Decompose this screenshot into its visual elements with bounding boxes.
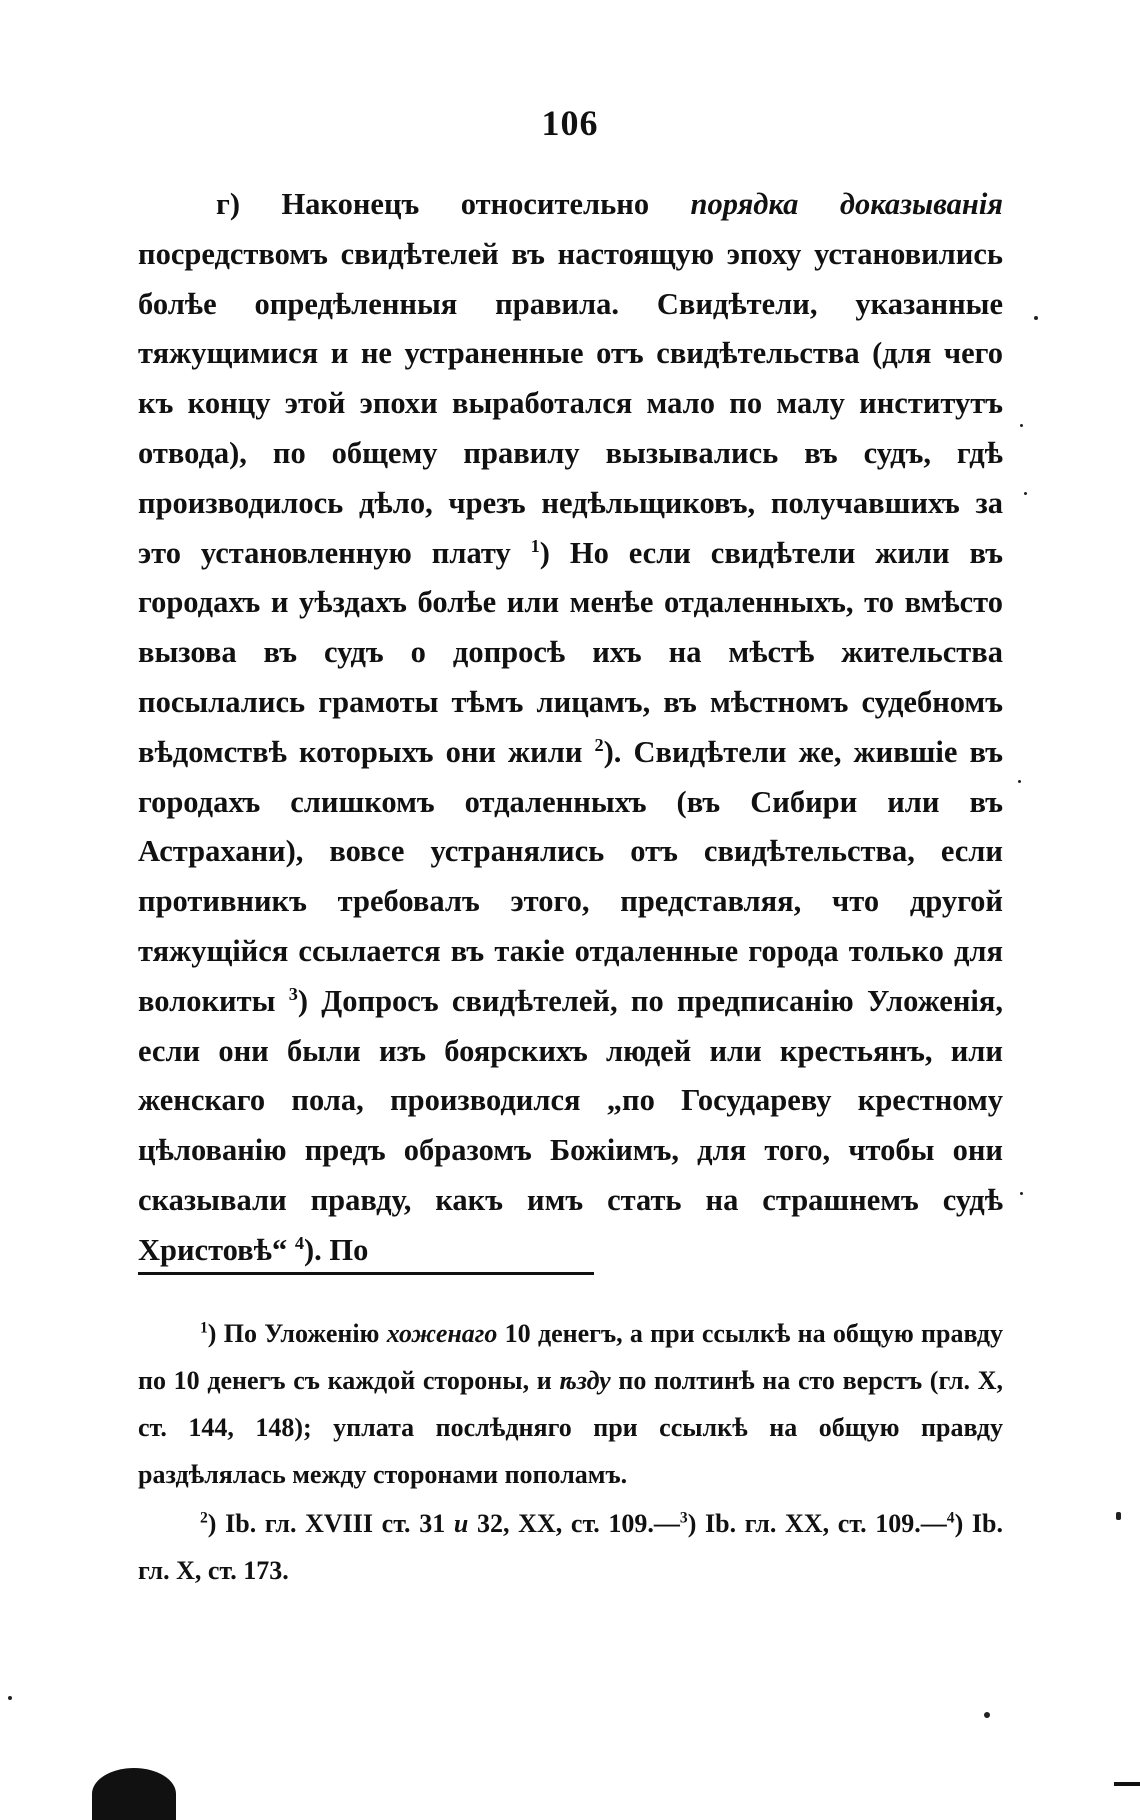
footnote-text: 10 денегъ, а при ссылкѣ на общую правду по 10 денегъ съ каждой стороны, и [138,1319,1003,1395]
footnote-text: ) Ib. гл. XVIII ст. 31 [207,1509,454,1538]
scan-mark [1114,1782,1140,1786]
footnote-divider [138,1272,594,1275]
scan-speck [1020,1192,1023,1195]
footnote-ref-2: 2 [594,734,604,755]
text-segment: ). По [303,1232,369,1267]
footnote-text: 32, XX, ст. 109.— [468,1509,680,1538]
scan-speck [1020,424,1023,427]
footnote-text: ) Ib. гл. X, ст. 173. [138,1509,1003,1585]
footnote-mark-3: 3 [679,1509,688,1527]
text-segment: г) Наконецъ относительно [216,187,691,221]
scan-speck [984,1712,990,1718]
footnote-italic: ѣзду [559,1366,611,1395]
footnote-ref-3: 3 [288,983,298,1004]
footnote-mark-1: 1 [200,1319,208,1337]
footnote-ref-4: 4 [294,1232,304,1253]
text-segment: ). Свидѣтели же, жившіе въ городахъ слишкомъ отдаленныхъ (въ Сибири или въ Астрахани), вовсе устранялись отъ свидѣтельства, если противникъ требовалъ этого, представляя, что другой тяжущійся ссылается въ такіе отдаленные города только для волокиты [138,734,1003,1018]
footnotes-2-4 [138,1500,1003,1594]
footnote-italic: хоженаго [386,1319,498,1348]
footnote-mark-2: 2 [200,1509,208,1527]
footnote-text: ) По Уложенію [207,1319,387,1348]
page-number: 106 [541,103,599,143]
text-segment: посредствомъ свидѣтелей въ настоящую эпоху установились болѣе опредѣленныя правила. Свидѣтели, указанные тяжущимися и не устраненные отъ свидѣтельства (для чего къ концу этой эпохи выработался мало по малу институтъ отвода), по общему правилу вызывались въ судъ, гдѣ производилось дѣло, чрезъ недѣльщиковъ, получавшихъ за это установленную плату [138,236,1003,570]
footnote-italic: и [453,1509,469,1538]
scan-speck [1116,1512,1121,1520]
footnote-text: ) Ib. гл. XX, ст. 109.— [687,1509,947,1538]
footnote-ref-1: 1 [530,535,540,556]
footnote-text: по полтинѣ на сто верстъ (гл. X, ст. 144, 148); уплата послѣдняго при ссылкѣ на общую правду раздѣлялась между сторонами пополамъ. [138,1366,1004,1489]
scan-speck [1034,316,1038,320]
footnote-mark-4: 4 [946,1509,955,1527]
italic-term: порядка доказыванія [690,187,1003,221]
footnote-1 [138,1310,1003,1498]
text-segment: ) Но если свидѣтели жили въ городахъ и уѣздахъ болѣе или менѣе отдаленныхъ, то вмѣсто вызова въ судъ о допросѣ ихъ на мѣстѣ жительства посылались грамоты тѣмъ лицамъ, въ мѣстномъ судебномъ вѣдомствѣ которыхъ они жили [138,535,1003,769]
scan-blot [92,1768,176,1820]
text-segment: ) Допросъ свидѣтелей, по предписанію Уложенія, если они были изъ боярскихъ людей или крестьянъ, или женскаго пола, производился „по Государеву крестному цѣлованію предъ образомъ Божіимъ, для того, чтобы они сказывали правду, какъ имъ стать на страшнемъ судѣ Христовѣ“ [138,983,1003,1267]
scan-speck [8,1696,12,1700]
scan-speck [1024,492,1027,495]
scan-speck [1018,780,1021,783]
main-paragraph [138,180,1003,1276]
footnotes-block [138,1310,1003,1594]
